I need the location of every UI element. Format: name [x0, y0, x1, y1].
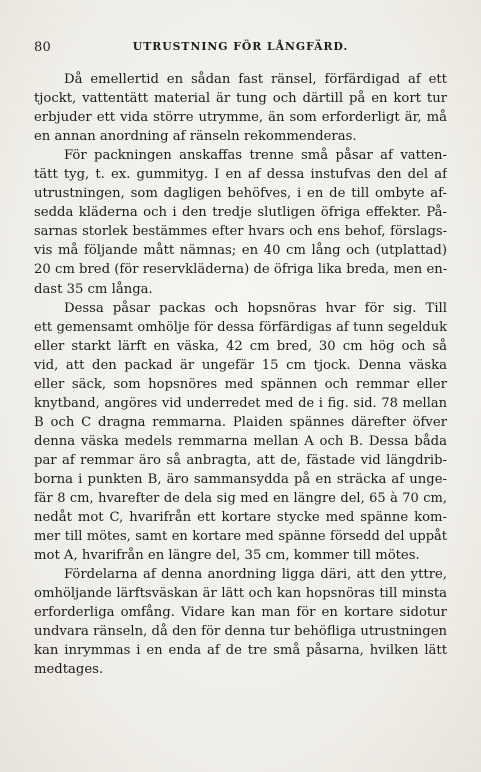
- text-line: erbjuder ett vida större utrymme, än som erforderligt är, må: [34, 110, 447, 126]
- text-line: eller säck, som hopsnöres med spännen och remmar eller: [34, 376, 447, 392]
- text-line: B och C dragna remmarna. Plaiden spännes därefter öfver: [34, 414, 447, 430]
- body-text: [34, 70, 447, 680]
- text-line: mot A, hvarifrån en längre del, 35 cm, kommer till mötes.: [34, 548, 420, 564]
- text-line: Fördelarna af denna anordning ligga däri, att den yttre,: [64, 567, 447, 583]
- text-line: eller starkt lärft en väska, 42 cm bred, 30 cm hög och så: [34, 338, 447, 354]
- text-line: par af remmar äro så anbragta, att de, fästade vid längdrib-: [34, 452, 447, 468]
- text-line: omhöljande lärftsväskan är lätt och kan hopsnöras till minsta: [34, 586, 447, 602]
- text-line: sedda kläderna och i den tredje slutligen öfriga effekter. På-: [34, 205, 447, 221]
- text-line: medtages.: [34, 662, 104, 678]
- text-line: en annan anordning af ränseln rekommenderas.: [34, 129, 357, 145]
- text-line: denna väska medels remmarna mellan A och B. Dessa båda: [34, 433, 447, 449]
- text-line: utrustningen, som dagligen behöfves, i en de till ombyte af-: [34, 186, 447, 202]
- text-line: kan inrymmas i en enda af de tre små påsarna, hvilken lätt: [34, 643, 447, 659]
- running-head: UTRUSTNING FÖR LÅNGFÄRD.: [132, 40, 349, 53]
- text-line: 20 cm bred (för reservkläderna) de öfriga lika breda, men en-: [34, 262, 447, 278]
- text-line: fär 8 cm, hvarefter de dela sig med en längre del, 65 à 70 cm,: [34, 491, 447, 507]
- text-line: mer till mötes, samt en kortare med spänne försedd del uppåt: [34, 529, 447, 545]
- page-header: [34, 40, 447, 58]
- page-number: 80: [34, 40, 51, 55]
- text-line: sarnas storlek bestämmes efter hvars och ens behof, förslags-: [34, 224, 447, 240]
- text-line: ett gemensamt omhölje för dessa förfärdigas af tunn segelduk: [34, 319, 447, 335]
- text-line: tjockt, vattentätt material är tung och därtill på en kort tur: [34, 91, 447, 107]
- text-line: vid, att den packad är ungefär 15 cm tjock. Denna väska: [34, 357, 447, 373]
- text-line: borna i punkten B, äro sammansydda på en sträcka af unge-: [34, 471, 447, 487]
- text-line: knytband, angöres vid underredet med de i fig. sid. 78 mellan: [34, 395, 447, 411]
- text-line: tätt tyg, t. ex. gummityg. I en af dessa instufvas den del af: [34, 167, 447, 183]
- text-line: nedåt mot C, hvarifrån ett kortare stycke med spänne kom-: [34, 510, 447, 526]
- text-line: Då emellertid en sådan fast ränsel, förfärdigad af ett: [64, 72, 447, 87]
- text-line: erforderliga omfång. Vidare kan man för en kortare sidotur: [34, 605, 447, 621]
- text-line: undvara ränseln, då den för denna tur behöfliga utrustningen: [34, 624, 447, 640]
- text-line: dast 35 cm långa.: [34, 281, 153, 297]
- text-line: vis må följande mått nämnas; en 40 cm lång och (utplattad): [34, 243, 447, 259]
- text-line: Dessa påsar packas och hopsnöras hvar för sig. Till: [64, 300, 447, 316]
- text-line: För packningen anskaffas trenne små påsar af vatten-: [64, 148, 447, 164]
